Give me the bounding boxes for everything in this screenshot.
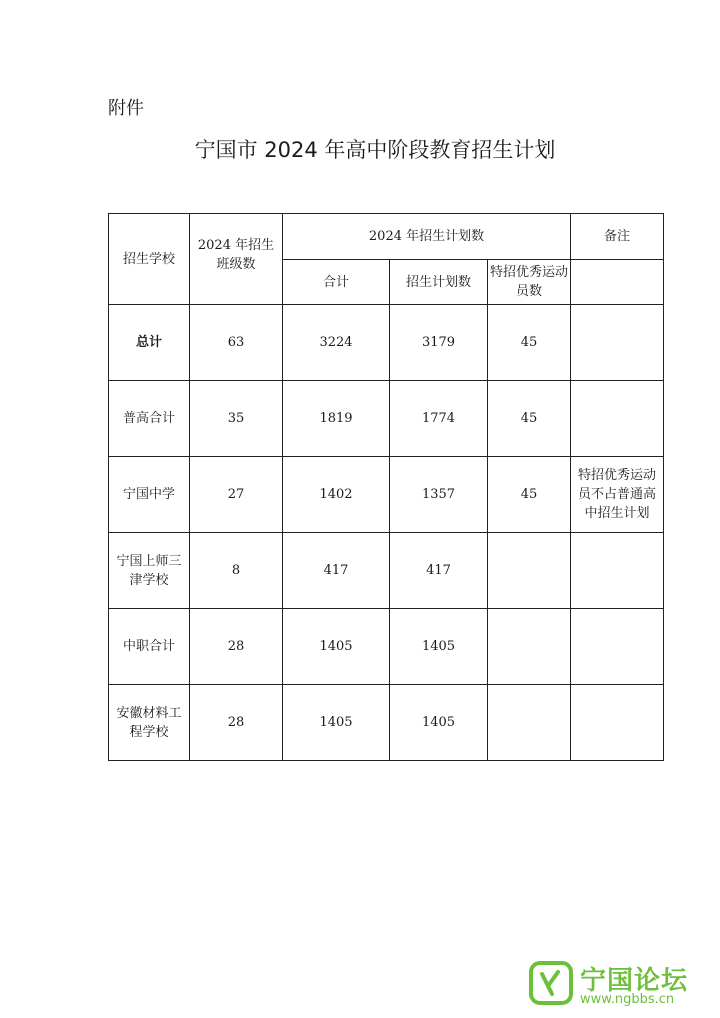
cell-enroll: 1405 [390,609,488,685]
watermark-name: 宁国论坛 [580,966,689,996]
cell-school: 总计 [109,305,190,381]
cell-total: 417 [283,533,390,609]
cell-note [571,533,664,609]
cell-athletes [488,609,571,685]
header-athletes: 特招优秀运动员数 [488,260,571,305]
cell-athletes: 45 [488,305,571,381]
table-row [109,457,664,533]
cell-enroll: 1774 [390,381,488,457]
cell-classes: 27 [190,457,283,533]
cell-classes: 35 [190,381,283,457]
table-row [109,609,664,685]
cell-total: 1402 [283,457,390,533]
header-row-1 [109,214,664,260]
cell-school: 中职合计 [109,609,190,685]
cell-classes: 63 [190,305,283,381]
header-total: 合计 [283,260,390,305]
cell-note [571,685,664,761]
cell-note: 特招优秀运动员不占普通高中招生计划 [571,457,664,533]
cell-enroll: 417 [390,533,488,609]
cell-enroll: 3179 [390,305,488,381]
cell-school: 宁国中学 [109,457,190,533]
table-row [109,381,664,457]
table-row [109,533,664,609]
attachment-label: 附件 [108,98,144,119]
cell-note [571,305,664,381]
header-enroll: 招生计划数 [390,260,488,305]
cell-total: 1405 [283,609,390,685]
header-notes: 备注 [571,214,664,260]
cell-total: 1405 [283,685,390,761]
header-plan-group: 2024 年招生计划数 [283,214,571,260]
cell-classes: 8 [190,533,283,609]
forum-logo-icon [528,960,574,1006]
cell-total: 1819 [283,381,390,457]
watermark-url: www.ngbbs.cn [580,992,675,1007]
cell-classes: 28 [190,609,283,685]
cell-note [571,609,664,685]
header-classes: 2024 年招生班级数 [190,214,283,305]
cell-school: 宁国上师三津学校 [109,533,190,609]
forum-watermark [528,960,713,1008]
table-row [109,305,664,381]
document-title: 宁国市 2024 年高中阶段教育招生计划 [194,138,556,162]
cell-athletes [488,533,571,609]
cell-athletes: 45 [488,457,571,533]
cell-classes: 28 [190,685,283,761]
header-notes-blank [571,260,664,305]
table-row [109,685,664,761]
cell-total: 3224 [283,305,390,381]
enrollment-plan-table [108,213,664,761]
cell-school: 安徽材料工程学校 [109,685,190,761]
header-school: 招生学校 [109,214,190,305]
cell-athletes [488,685,571,761]
cell-school: 普高合计 [109,381,190,457]
cell-note [571,381,664,457]
cell-enroll: 1357 [390,457,488,533]
cell-enroll: 1405 [390,685,488,761]
cell-athletes: 45 [488,381,571,457]
